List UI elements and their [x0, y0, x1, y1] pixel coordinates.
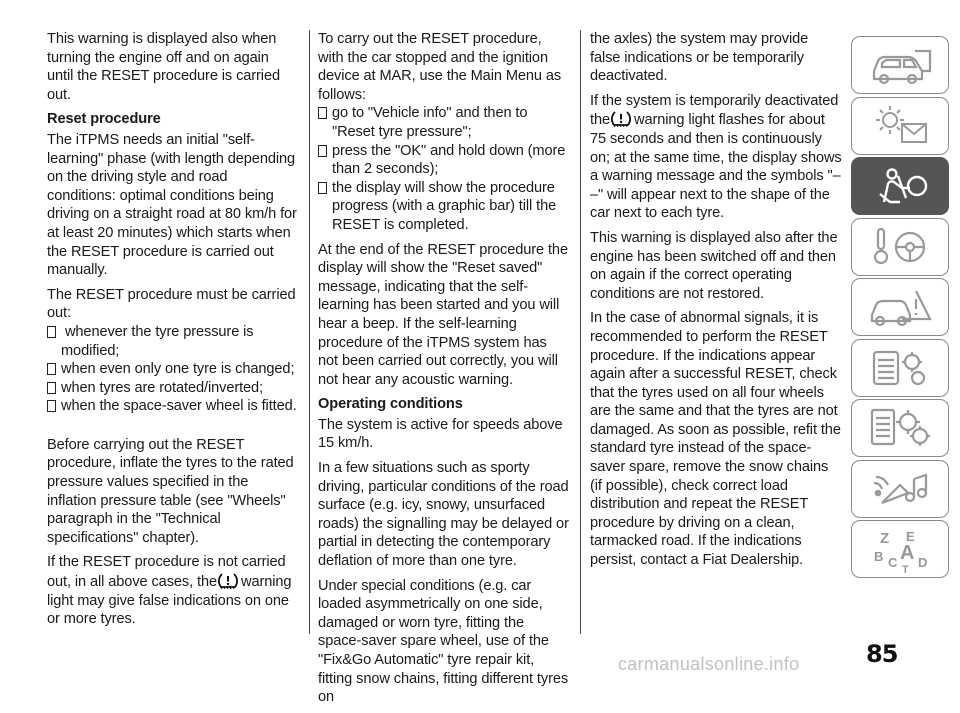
- bullet-square-icon: [47, 363, 56, 375]
- svg-text:E: E: [906, 529, 915, 544]
- paragraph: If the system is temporarily deactivated the warning light flashes for about 75 seconds and then is continuously on; at the same time, the display shows a warning message and the symbols "– –" will appear next to the shape of the car next to each tyre.: [590, 92, 842, 222]
- svg-text:C: C: [888, 555, 898, 570]
- maintenance-icon: [860, 344, 940, 392]
- watermark-text: carmanualsonline.info: [618, 654, 800, 674]
- bullet-square-icon: [318, 107, 327, 119]
- svg-text:D: D: [918, 555, 928, 570]
- bullet-square-icon: [47, 382, 56, 394]
- bullet-square-icon: [47, 400, 56, 412]
- svg-text:A: A: [900, 542, 915, 564]
- safety-airbag-icon: [860, 162, 940, 210]
- paragraph: Under special conditions (e.g. car loaded asymmetrically on one side, damaged or worn tyre, fitting the space-saver spare wheel, use of the "Fix&Go Automatic" tyre repair kit, fitting snow chains, fitting different tyres on: [318, 577, 569, 706]
- paragraph: The iTPMS needs an initial "self-learning" phase (with length depending on the driving style and road conditions: optimal conditions being driving on a straight road at 80 km/h for at least 20 minutes) which starts when the RESET procedure is carried out manually.: [47, 131, 297, 279]
- list-item: when even only one tyre is changed;: [47, 360, 299, 379]
- section-heading-reset: Reset procedure: [47, 111, 161, 128]
- column-divider: [309, 30, 310, 634]
- dashboard-lights-icon: [860, 102, 940, 150]
- text-column-2: [318, 30, 570, 713]
- tyre-pressure-warning-icon: [217, 572, 241, 592]
- list-item: when the space-saver wheel is fitted.: [47, 397, 299, 416]
- svg-text:T: T: [902, 564, 909, 573]
- text-column-1: [47, 30, 299, 635]
- page-number: 85: [866, 640, 898, 668]
- list-item: whenever the tyre pressure is modified;: [47, 323, 299, 360]
- paragraph: At the end of the RESET procedure the display will show the "Reset saved" message, indicating that the self-learning has been started and you will hear a beep. If the self-learning procedure of the iTPMS system has not been carried out correctly, you will not hear any acoustic warning.: [318, 241, 568, 388]
- text-column-3: [590, 30, 842, 576]
- tyre-pressure-warning-icon: [610, 110, 634, 130]
- section-heading-operating: Operating conditions: [318, 396, 463, 413]
- car-icon: [860, 41, 940, 89]
- chapter-tab-dashboard[interactable]: [851, 97, 949, 155]
- bullet-square-icon: [47, 326, 56, 338]
- chapter-tab-starting[interactable]: [851, 218, 949, 276]
- paragraph: The system is active for speeds above 15 km/h.: [318, 416, 563, 452]
- bullet-square-icon: [318, 145, 327, 157]
- emergency-icon: [860, 283, 940, 331]
- multimedia-icon: [860, 465, 940, 513]
- paragraph: In the case of abnormal signals, it is recommended to perform the RESET procedure. If the indications appear again after a successful RESET, check that the tyres used on all four wheels are the same and that the tyres are not damaged. As soon as possible, refit the standard tyre instead of the space-saver spare, remove the snow chains (if possible), check correct load distribution and repeat the RESET procedure by driving on a clean, tarmacked road. If the indications persist, contact a Fiat Dealership.: [590, 310, 841, 569]
- chapter-tab-multimedia[interactable]: [851, 460, 949, 518]
- chapter-tab-emergency[interactable]: [851, 278, 949, 336]
- column-divider: [580, 30, 581, 634]
- list-item: go to "Vehicle info" and then to "Reset tyre pressure";: [318, 104, 570, 141]
- bullet-list: [47, 323, 299, 416]
- paragraph: This warning is displayed also after the engine has been switched off and then on again if the correct operating conditions are not restored.: [590, 229, 838, 302]
- bullet-square-icon: [318, 182, 327, 194]
- list-item: the display will show the procedure progress (with a graphic bar) till the RESET is completed.: [318, 179, 570, 235]
- svg-text:Z: Z: [880, 530, 890, 547]
- paragraph: In a few situations such as sporty driving, particular conditions of the road surface (e.g. icy, snowy, unsurfaced roads) the signalling may be delayed or partial in detecting the contemporary deflation of more than one tyre.: [318, 460, 569, 570]
- technical-data-icon: [860, 404, 940, 452]
- chapter-tab-technical[interactable]: [851, 399, 949, 457]
- paragraph: To carry out the RESET procedure, with the car stopped and the ignition device at MAR, use the Main Menu as follows:: [318, 31, 562, 103]
- paragraph: The RESET procedure must be carried out:: [47, 286, 296, 322]
- svg-text:B: B: [874, 549, 884, 564]
- paragraph: Before carrying out the RESET procedure, inflate the tyres to the rated pressure values specified in the inflation pressure table (see "Wheels" paragraph in the "Technical specifications" chapter).: [47, 436, 294, 546]
- paragraph: the axles) the system may provide false indications or be temporarily deactivated.: [590, 31, 809, 85]
- chapter-tab-safety[interactable]: [851, 157, 949, 215]
- paragraph: If the RESET procedure is not carried out, in all above cases, the warning light may give false indications on one or more tyres.: [47, 554, 292, 628]
- bullet-list: [318, 104, 570, 234]
- chapter-tab-car[interactable]: [851, 36, 949, 94]
- chapter-tab-index[interactable]: [851, 520, 949, 578]
- list-item: when tyres are rotated/inverted;: [47, 379, 299, 398]
- paragraph: This warning is displayed also when turning the engine off and on again until the RESET procedure is carried out.: [47, 31, 280, 103]
- chapter-tab-maintenance[interactable]: [851, 339, 949, 397]
- index-icon: [860, 525, 940, 573]
- starting-driving-icon: [860, 223, 940, 271]
- list-item: press the "OK" and hold down (more than 2 seconds);: [318, 142, 570, 179]
- chapter-tab-sidebar: [851, 36, 949, 581]
